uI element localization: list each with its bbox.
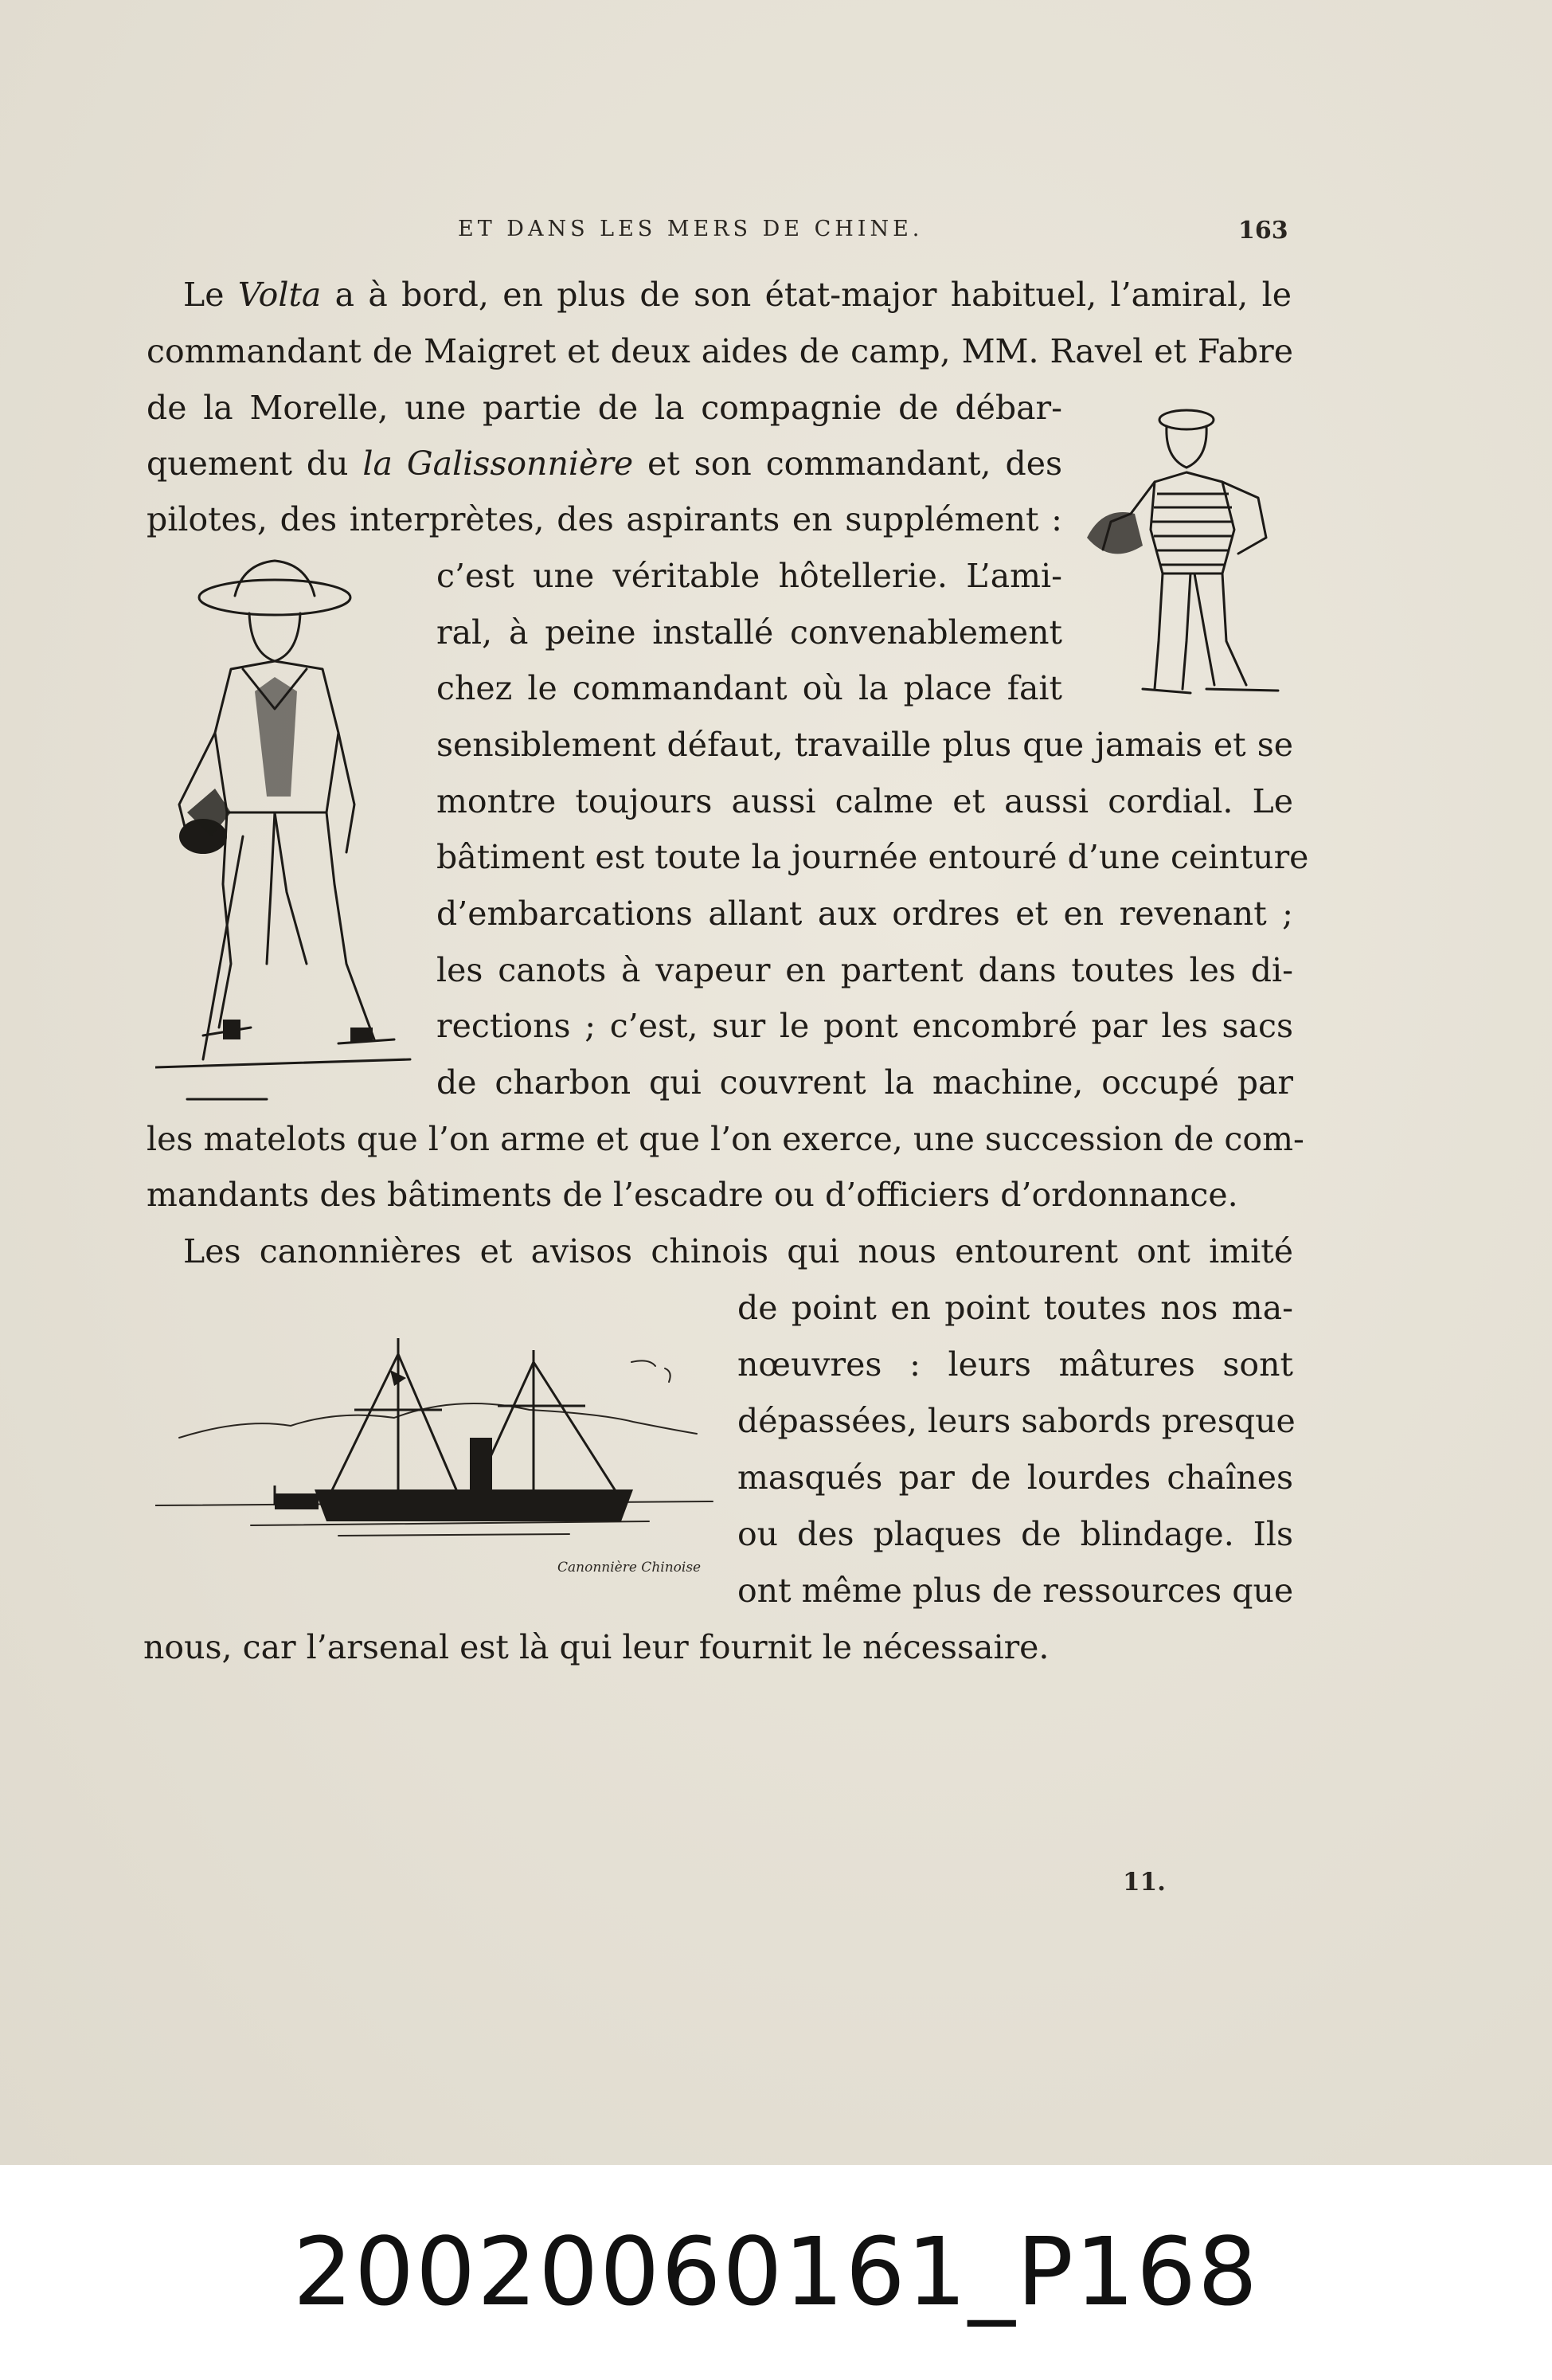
text-line: masqués par de lourdes chaînes bbox=[737, 1458, 1293, 1497]
text-line: mandants des bâtiments de l’escadre ou d’officiers d’ordonnance. bbox=[147, 1176, 1238, 1214]
text-line: rections ; c’est, sur le pont encombré par les sacs bbox=[436, 1007, 1293, 1045]
signature-mark: 11. bbox=[1123, 1868, 1166, 1897]
archive-id: 20020060161_P168 bbox=[292, 2217, 1260, 2327]
gunboat-caption: Canonnière Chinoise bbox=[557, 1560, 702, 1576]
text-line: de la Morelle, une partie de la compagnie de débar- bbox=[147, 389, 1062, 427]
text-line: de point en point toutes nos ma- bbox=[737, 1289, 1293, 1327]
text-line: ou des plaques de blindage. Ils bbox=[737, 1515, 1293, 1553]
sailor-back-illustration bbox=[155, 550, 418, 1107]
archive-footer bbox=[0, 2165, 1552, 2380]
text-line: ont même plus de ressources que bbox=[737, 1572, 1294, 1610]
sailor-striped-illustration bbox=[1087, 402, 1294, 697]
text-line: Les canonnières et avisos chinois qui nous entourent ont imité bbox=[183, 1232, 1293, 1270]
text-line: les matelots que l’on arme et que l’on exerce, une succession de com- bbox=[147, 1120, 1304, 1158]
text-line: commandant de Maigret et deux aides de camp, MM. Ravel et Fabre bbox=[147, 332, 1293, 370]
text-line: pilotes, des interprètes, des aspirants en supplément : bbox=[147, 500, 1062, 538]
text-line: ral, à peine installé convenablement bbox=[436, 613, 1062, 652]
text-line: chez le commandant où la place fait bbox=[436, 669, 1062, 707]
text-line: c’est une véritable hôtellerie. L’ami- bbox=[436, 557, 1062, 595]
running-head: ET DANS LES MERS DE CHINE. bbox=[458, 217, 924, 241]
text-line: Le Volta a à bord, en plus de son état-major habituel, l’amiral, le bbox=[183, 276, 1292, 314]
text-line: nœuvres : leurs mâtures sont bbox=[737, 1345, 1293, 1384]
text-line: nous, car l’arsenal est là qui leur fournit le nécessaire. bbox=[143, 1628, 1050, 1666]
text-line: bâtiment est toute la journée entouré d’une ceinture bbox=[436, 838, 1309, 876]
text-line: montre toujours aussi calme et aussi cordial. Le bbox=[436, 782, 1293, 820]
text-line: de charbon qui couvrent la machine, occupé par bbox=[436, 1063, 1293, 1102]
text-line: dépassées, leurs sabords presque bbox=[737, 1402, 1296, 1440]
text-line: les canots à vapeur en partent dans toutes les di- bbox=[436, 951, 1293, 989]
text-line: quement du la Galissonnière et son commandant, des bbox=[147, 444, 1062, 483]
page-number: 163 bbox=[1238, 217, 1288, 245]
text-line: d’embarcations allant aux ordres et en revenant ; bbox=[436, 894, 1293, 933]
text-line: sensiblement défaut, travaille plus que jamais et se bbox=[436, 726, 1293, 764]
gunboat-illustration bbox=[155, 1322, 717, 1585]
